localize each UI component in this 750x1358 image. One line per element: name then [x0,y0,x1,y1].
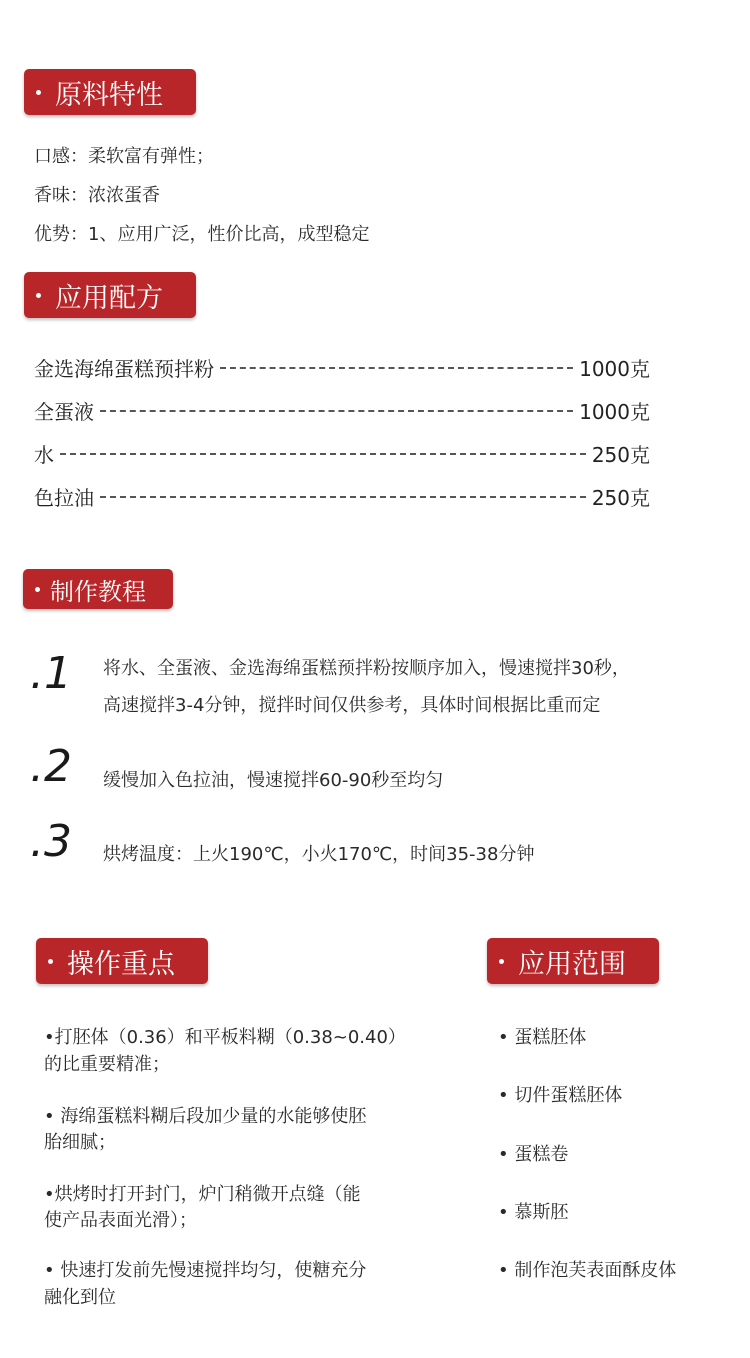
section-header-tutorial [23,569,173,609]
scope-item: • 蛋糕胚体 [498,1027,587,1048]
ingredient-name: 金选海绵蛋糕预拌粉 [34,356,214,381]
bullet-dot-icon [36,90,41,95]
property-aroma: 香味：浓浓蛋香 [34,185,160,206]
ingredient-name: 色拉油 [34,485,94,510]
dashed-leader [100,496,586,498]
key-point-line: •打胚体（0.36）和平板料糊（0.38~0.40） [44,1027,406,1048]
ingredient-amount: 250克 [591,442,650,467]
ingredient-amount: 1000克 [579,399,650,424]
section-header-properties [24,69,196,115]
formula-row [34,353,650,381]
dashed-leader [100,410,573,412]
ingredient-amount: 250克 [591,485,650,510]
formula-row [34,439,650,467]
key-point-line: 胎细腻； [44,1132,116,1153]
key-point-line: 的比重要精准； [44,1054,170,1075]
dashed-leader [60,453,586,455]
section-title-scope: 应用范围 [518,948,626,980]
section-title-tutorial: 制作教程 [50,577,146,606]
dashed-leader [220,367,573,369]
section-header-scope [487,938,659,984]
key-point-line: • 快速打发前先慢速搅拌均匀，使糖充分 [44,1260,367,1281]
scope-item: • 蛋糕卷 [498,1144,569,1165]
key-point-line: 使产品表面光滑）； [44,1210,197,1231]
bullet-dot-icon [499,959,504,964]
bullet-dot-icon [48,959,53,964]
bullet-dot-icon [36,293,41,298]
key-point-line: 融化到位 [44,1287,116,1308]
formula-row [34,396,650,424]
section-header-key-points [36,938,208,984]
step-text: 高速搅拌3-4分钟，搅拌时间仅供参考，具体时间根据比重而定 [103,695,601,716]
ingredient-name: 水 [34,442,54,467]
scope-item: • 制作泡芙表面酥皮体 [498,1260,677,1281]
step-text: 将水、全蛋液、金选海绵蛋糕预拌粉按顺序加入，慢速搅拌30秒， [103,658,630,679]
key-point-line: •烘烤时打开封门，炉门稍微开点缝（能 [44,1184,361,1205]
step-text: 缓慢加入色拉油，慢速搅拌60-90秒至均匀 [103,770,444,791]
scope-item: • 慕斯胚 [498,1202,569,1223]
key-point-line: • 海绵蛋糕料糊后段加少量的水能够使胚 [44,1106,367,1127]
step-number: .2 [30,741,72,792]
scope-item: • 切件蛋糕胚体 [498,1085,623,1106]
section-title-properties: 原料特性 [55,79,163,111]
ingredient-amount: 1000克 [579,356,650,381]
bullet-dot-icon [35,587,40,592]
step-number: .3 [30,816,72,867]
section-header-formula [24,272,196,318]
step-number: .1 [30,648,72,699]
property-texture: 口感：柔软富有弹性； [34,146,214,167]
section-title-formula: 应用配方 [55,282,163,314]
formula-row [34,482,650,510]
ingredient-name: 全蛋液 [34,399,94,424]
property-advantage: 优势：1、应用广泛，性价比高，成型稳定 [34,224,370,245]
step-text: 烘烤温度：上火190℃，小火170℃，时间35-38分钟 [103,844,535,865]
section-title-key-points: 操作重点 [67,948,175,980]
